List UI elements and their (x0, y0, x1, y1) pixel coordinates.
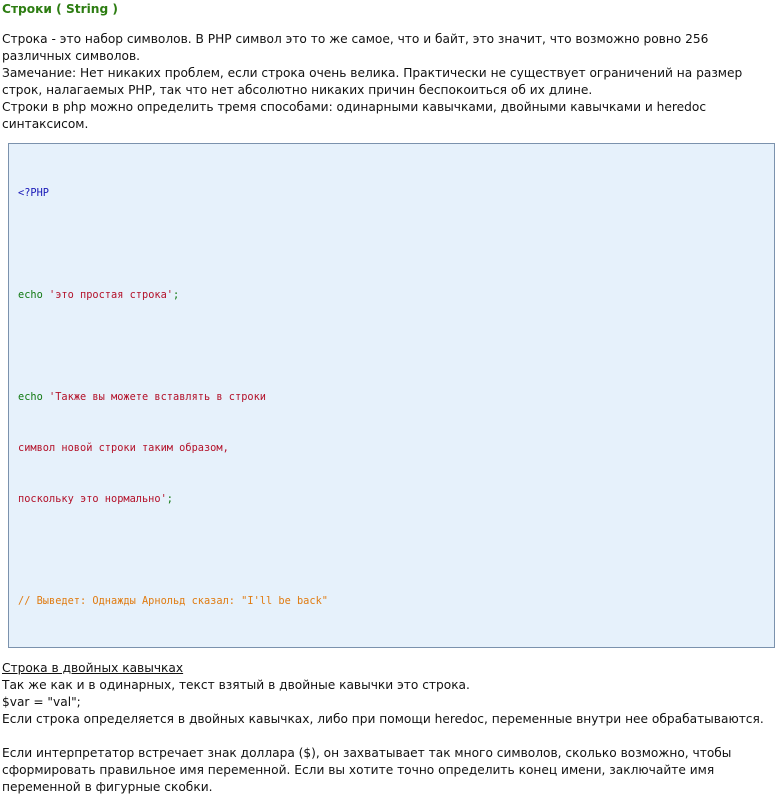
semicolon: ; (166, 493, 173, 505)
section-heading: Строка в двойных кавычках (2, 661, 184, 675)
intro-line: Замечание: Нет никаких проблем, если строка очень велика. Практически не существует ограничений на размер (2, 66, 743, 80)
code-block[interactable] (8, 143, 775, 648)
string-literal: поскольку это нормально' (18, 493, 167, 505)
code-line (18, 593, 774, 610)
echo-keyword: echo (18, 289, 43, 301)
string-literal: 'это простая строка' (49, 289, 174, 301)
intro-line: Строка - это набор символов. В PHP символ это то же самое, что и байт, это значит, что возможно ровно 256 (2, 32, 709, 46)
code-comment: // Выведет: Однажды Арнольд сказал: "I'll be back" (18, 595, 328, 607)
string-literal: символ новой строки таким образом, (18, 442, 229, 454)
paragraph-line: Так же как и в одинарных, текст взятый в двойные кавычки это строка. (2, 678, 470, 692)
echo-keyword (18, 646, 43, 648)
paragraph-line: Если интерпретатор встречает знак доллара ($), он захватывает так много символов, сколько возможно, чтобы (2, 746, 732, 760)
paragraph-line: Если строка определяется в двойных кавычках, либо при помощи heredoc, переменные внутри нее обрабатываются. (2, 712, 764, 726)
php-open-tag: <?PHP (18, 187, 49, 199)
spacer (2, 728, 779, 745)
code-line (18, 287, 774, 304)
intro-text (2, 31, 779, 133)
semicolon (303, 646, 309, 648)
paragraph-line: переменной в фигурные скобки. (2, 780, 213, 794)
intro-line: строк, налагаемых PHP, так что нет абсолютно никаких причин беспокоиться об их длине. (2, 83, 593, 97)
code-line (18, 644, 774, 648)
code-line-empty (18, 542, 774, 559)
semicolon: ; (173, 289, 180, 301)
code-line (18, 491, 774, 508)
code-line-empty (18, 236, 774, 253)
double-quotes-section (2, 660, 779, 796)
page-title: Строки ( String ) (2, 2, 118, 16)
paragraph-line: сформировать правильное имя переменной. Если вы хотите точно определить конец имени, заключайте имя (2, 763, 715, 777)
string-literal: 'Также вы можете вставлять в строки (49, 391, 266, 403)
code-example-inline: $var = "val"; (2, 695, 81, 709)
code-line (18, 440, 774, 457)
echo-keyword: echo (18, 391, 43, 403)
intro-line: различных символов. (2, 49, 141, 63)
code-line-empty (18, 338, 774, 355)
string-literal (49, 646, 303, 648)
intro-line: Строки в php можно определить тремя способами: одинарными кавычками, двойными кавычками и heredoc (2, 100, 707, 114)
intro-line: синтаксисом. (2, 117, 89, 131)
code-line (18, 185, 774, 202)
code-line (18, 389, 774, 406)
